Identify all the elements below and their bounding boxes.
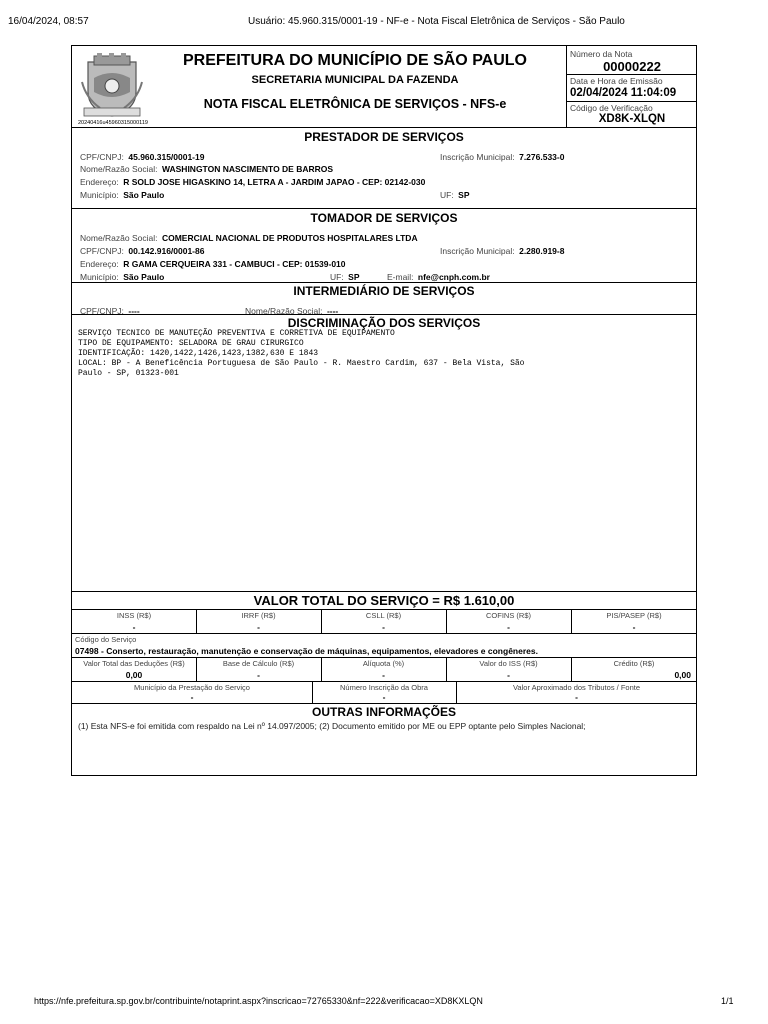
tomador-cnpj: CPF/CNPJ: 00.142.916/0001-86 — [80, 246, 205, 256]
irrf-label: IRRF (R$) — [241, 611, 276, 620]
tomador-municipio: Município: São Paulo — [80, 272, 165, 282]
prefeitura-title: PREFEITURA DO MUNICÍPIO DE SÃO PAULO — [182, 52, 527, 69]
codigo-servico-value: 07498 - Conserto, restauração, manutenção e conservação de máquinas, equipamentos, elevadores e congêneres. — [75, 646, 538, 656]
data-label: Data e Hora de Emissão — [570, 76, 663, 86]
tomador-im: Inscrição Municipal: 2.280.919-8 — [440, 246, 565, 256]
tomador-nome: Nome/Razão Social: COMERCIAL NACIONAL DE PRODUTOS HOSPITALARES LTDA — [80, 233, 418, 243]
discriminacao-line: LOCAL: BP - A Beneficência Portuguesa de São Paulo - R. Maestro Cardim, 637 - Bela Vista, São — [78, 359, 525, 368]
discriminacao-text — [78, 329, 690, 379]
codigo-servico-label: Código do Serviço — [75, 635, 137, 644]
municipio-prestacao-label: Município da Prestação do Serviço — [134, 683, 250, 692]
aliquota-label: Alíquota (%) — [362, 659, 405, 668]
tomador-uf: UF: SP — [330, 272, 360, 282]
print-datetime: 16/04/2024, 08:57 — [8, 16, 89, 27]
inss-label: INSS (R$) — [116, 611, 152, 620]
prestador-title: PRESTADOR DE SERVIÇOS — [304, 130, 464, 144]
tomador-title: TOMADOR DE SERVIÇOS — [310, 211, 458, 225]
numero-value: 00000222 — [603, 59, 661, 74]
prestador-municipio: Município: São Paulo — [80, 190, 165, 200]
nfse-document — [71, 45, 697, 776]
pis-value: - — [632, 622, 636, 632]
secretaria-title: SECRETARIA MUNICIPAL DA FAZENDA — [251, 74, 459, 86]
data-value: 02/04/2024 11:04:09 — [570, 87, 677, 99]
print-url: https://nfe.prefeitura.sp.gov.br/contribuinte/notaprint.aspx?inscricao=72765330&nf=222&verificacao=XD8KXLQN — [34, 996, 483, 1006]
tomador-email: E-mail: nfe@cnph.com.br — [387, 272, 490, 282]
base-calculo-label: Base de Cálculo (R$) — [222, 659, 295, 668]
outras-title: OUTRAS INFORMAÇÕES — [312, 705, 456, 719]
irrf-value: - — [257, 622, 260, 632]
deducoes-label: Valor Total das Deduções (R$) — [83, 659, 185, 668]
numero-label: Número da Nota — [570, 49, 633, 59]
nfse-title: NOTA FISCAL ELETRÔNICA DE SERVIÇOS - NFS-e — [203, 97, 507, 111]
prestador-endereco: Endereço: R SOLD JOSE HIGASKINO 14, LETRA A - JARDIM JAPAO - CEP: 02142-030 — [80, 177, 426, 187]
city-crest-logo — [80, 52, 144, 120]
intermediario-nome: Nome/Razão Social: ---- — [245, 306, 339, 316]
csll-label: CSLL (R$) — [365, 611, 402, 620]
municipio-prestacao-value: - — [190, 692, 194, 702]
discriminacao-line: IDENTIFICAÇÃO: 1420,1422,1426,1423,1382,630 E 1843 — [78, 349, 319, 358]
credito-value: 0,00 — [674, 670, 691, 680]
valor-total: VALOR TOTAL DO SERVIÇO = R$ 1.610,00 — [253, 593, 515, 608]
prestador-nome: Nome/Razão Social: WASHINGTON NASCIMENTO DE BARROS — [80, 164, 334, 174]
cofins-value: - — [507, 622, 510, 632]
credito-label: Crédito (R$) — [613, 659, 655, 668]
inscricao-obra-label: Número Inscrição da Obra — [340, 683, 428, 692]
prestador-uf: UF: SP — [440, 190, 470, 200]
intermediario-cnpj: CPF/CNPJ: ---- — [80, 306, 140, 316]
inss-value: - — [132, 622, 136, 632]
valor-iss-value: - — [507, 670, 510, 680]
outras-text: (1) Esta NFS-e foi emitida com respaldo na Lei nº 14.097/2005; (2) Documento emitido por ME ou EPP optante pelo Simples Nacional; — [78, 721, 586, 731]
print-title: Usuário: 45.960.315/0001-19 - NF-e - Nota Fiscal Eletrônica de Serviços - São Paulo — [248, 16, 625, 27]
deducoes-value: 0,00 — [125, 670, 143, 680]
codigo-value: XD8K-XLQN — [598, 113, 666, 125]
discriminacao-line: Paulo - SP, 01323-001 — [78, 369, 179, 378]
print-page-number: 1/1 — [721, 996, 734, 1006]
discriminacao-line: SERVIÇO TECNICO DE MANUTEÇÃO PREVENTIVA E CORRETIVA DE EQUIPAMENTO — [78, 329, 395, 338]
aliquota-value: - — [382, 670, 385, 680]
discriminacao-line: TIPO DE EQUIPAMENTO: SELADORA DE GRAU CIRURGICO — [78, 339, 304, 348]
prestador-im: Inscrição Municipal: 7.276.533-0 — [440, 152, 565, 162]
codigo-label: Código de Verificação — [570, 103, 653, 113]
valor-aproximado-value: - — [575, 692, 578, 702]
intermediario-title: INTERMEDIÁRIO DE SERVIÇOS — [293, 284, 475, 298]
valor-iss-label: Valor do ISS (R$) — [479, 659, 538, 668]
base-calculo-value: - — [257, 670, 260, 680]
pis-label: PIS/PASEP (R$) — [606, 611, 662, 620]
discriminacao-title: DISCRIMINAÇÃO DOS SERVIÇOS — [287, 316, 481, 330]
inscricao-obra-value: - — [382, 692, 386, 702]
tomador-endereco: Endereço: R GAMA CERQUEIRA 331 - CAMBUCI - CEP: 01539-010 — [80, 259, 346, 269]
cofins-label: COFINS (R$) — [486, 611, 531, 620]
valor-aproximado-label: Valor Aproximado dos Tributos / Fonte — [512, 683, 640, 692]
barcode-text: 20240416u45960315000119 — [78, 120, 148, 126]
prestador-cnpj: CPF/CNPJ: 45.960.315/0001-19 — [80, 152, 205, 162]
csll-value: - — [382, 622, 385, 632]
